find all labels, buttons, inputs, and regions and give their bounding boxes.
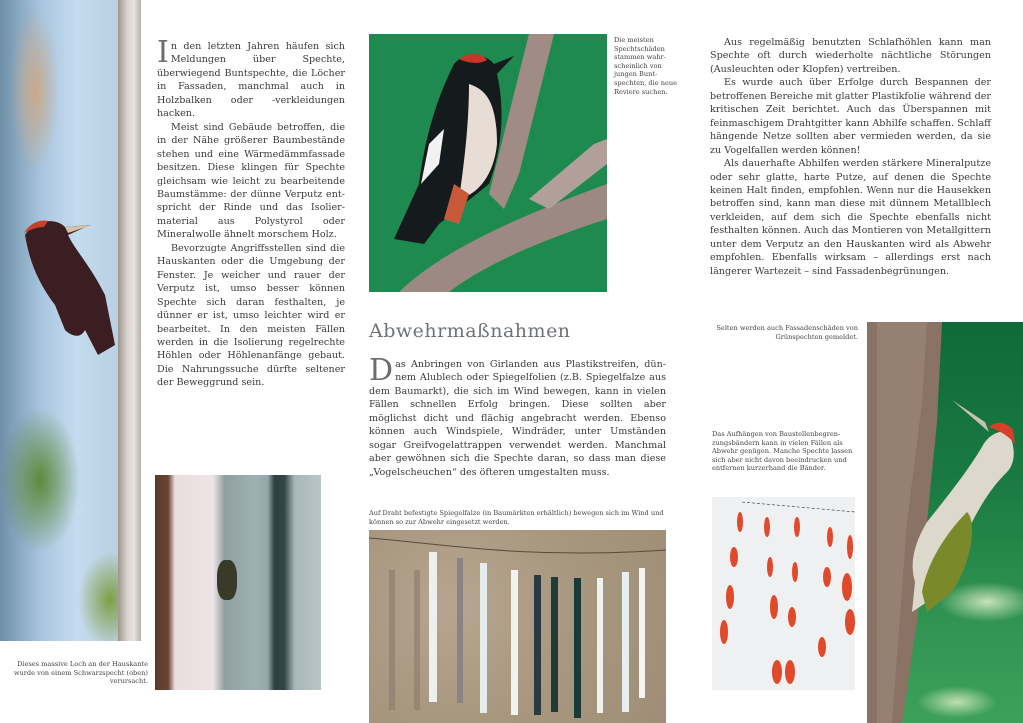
paragraph: Bevorzugte Angriffsstellen sind die Hauskanten oder die Umgebung der Fenster. Je weicher und rauer der Verputz ist, umso besser können Spechte sich daran festhalten, je dünner er ist, umso leichter wird er bearbeitet. In den meisten Fällen werden in die Isolierung regelrechte Höhlen oder Höhlenanfänge gebaut. Die Nahrungssuche dürfte seltener der Beweggrund sein. (157, 242, 345, 389)
paragraph: as Anbringen von Girlanden aus Plastikstreifen, dünnem Alublech oder Spiegelfolien (z.B. Spiegelfalze aus dem Baumarkt), die sich im Wind bewegen, kann in vielen Fällen schnellen Erfolg bringen. Diese sollten aber möglichst dicht und flächig angebracht werden. Ebenso können auch Windspiele, Windräder, unter Umständen sogar Greifvogelattrappen verwendet werden. Manchmal aber gewöhnen sich die Spechte daran, so dass man diese „Vogelscheuchen“ des öfteren umgestalten muss. (369, 359, 666, 478)
great-spotted-woodpecker-illustration (369, 34, 607, 292)
great-spotted-woodpecker-photo (369, 34, 607, 292)
green-woodpecker-photo (867, 322, 1023, 723)
facade-hole-photo (155, 475, 321, 690)
caption-black-woodpecker: Dieses massive Loch an der Hauskante wurde von einem Schwarzspecht (oben) verursacht. (13, 660, 148, 686)
right-text (710, 36, 991, 278)
caption-green-woodpecker: Selten werden auch Fassadenschäden von Grünspechten gemeldet. (716, 324, 858, 341)
barrier-tape-illustration (712, 497, 855, 690)
caption-great-spotted: Die meisten Spechtschäden stammen wahrscheinlich von jungen Buntspechten, die neue Reviere suchen. (614, 36, 678, 96)
paragraph: Als dauerhafte Abhilfen werden stärkere Mineralputze oder sehr glatte, harte Putze, auf denen die Spechte keinen Halt finden, empfohlen. Wenn nur die Hausekken betroffen sind, kann man diese mit dünnem Metallblech verkleiden, auf dem sich die Spechte ebenfalls nicht festhalten können. Auch das Montieren von Metallgittern unter dem Verputz an den Hauskanten wird als Abwehr empfohlen. Ebenfalls wirksam – allerdings erst nach längerer Wartezeit – sind Fassadenbegrünungen. (710, 158, 991, 277)
mirror-strips-illustration (369, 530, 666, 723)
mirror-strips-photo (369, 530, 666, 723)
paragraph: Es wurde auch über Erfolge durch Bespannen der betroffenen Bereiche mit glatter Plastikfolie während der kritischen Zeit berichtet. Auch das Überspannen mit feinmaschigem Drahtgitter kann Abhilfe schaffen. Schlaff hängende Netze sollten aber vermieden werden, da sie zu Vogelfallen werden können! (710, 77, 991, 156)
section-heading: Abwehrmaßnahmen (369, 320, 571, 342)
paragraph: n den letzten Jahren häufen sich Meldungen über Spechte, überwiegend Buntspechte, die Löcher in Fassaden, manchmal auch in Holzbalken oder -verkleidungen hacken. (157, 41, 345, 120)
dropcap-i: I (157, 35, 169, 70)
paragraph: Aus regelmäßig benutzten Schlafhöhlen kann man Spechte oft durch wiederholte nächtliche Störungen (Ausleuchten oder Klopfen) vertreiben. (710, 37, 991, 75)
green-woodpecker-illustration (867, 322, 1023, 723)
caption-mirror-strips: Auf Draht befestigte Spiegelfalze (in Baumärkten erhältlich) bewegen sich im Wind und können so zur Abwehr eingesetzt werden. (369, 509, 664, 526)
intro-text (157, 35, 345, 390)
black-woodpecker-illustration (10, 205, 120, 375)
defense-text (369, 353, 666, 479)
tree-trunk (118, 0, 141, 641)
caption-tape: Das Aufhängen von Baustellenbegrenzungsbändern kann in vielen Fällen als Abwehr genügen. Manche Spechte lassen sich aber nicht davon beeindrucken und entfernen kurzerhand die Bänder. (712, 430, 853, 473)
dropcap-d: D (369, 353, 394, 388)
barrier-tape-photo (712, 497, 855, 690)
paragraph: Meist sind Gebäude betroffen, die in der Nähe größerer Baumbestände stehen und eine Wärmedämmfassade besitzen. Diese klingen für Spechte gleichsam wie leicht zu bearbeitende Baumstämme: der dünne Verputz entspricht der Rinde und das Isoliermaterial aus Polystyrol oder Mineralwolle ähnelt morschem Holz. (157, 121, 345, 241)
